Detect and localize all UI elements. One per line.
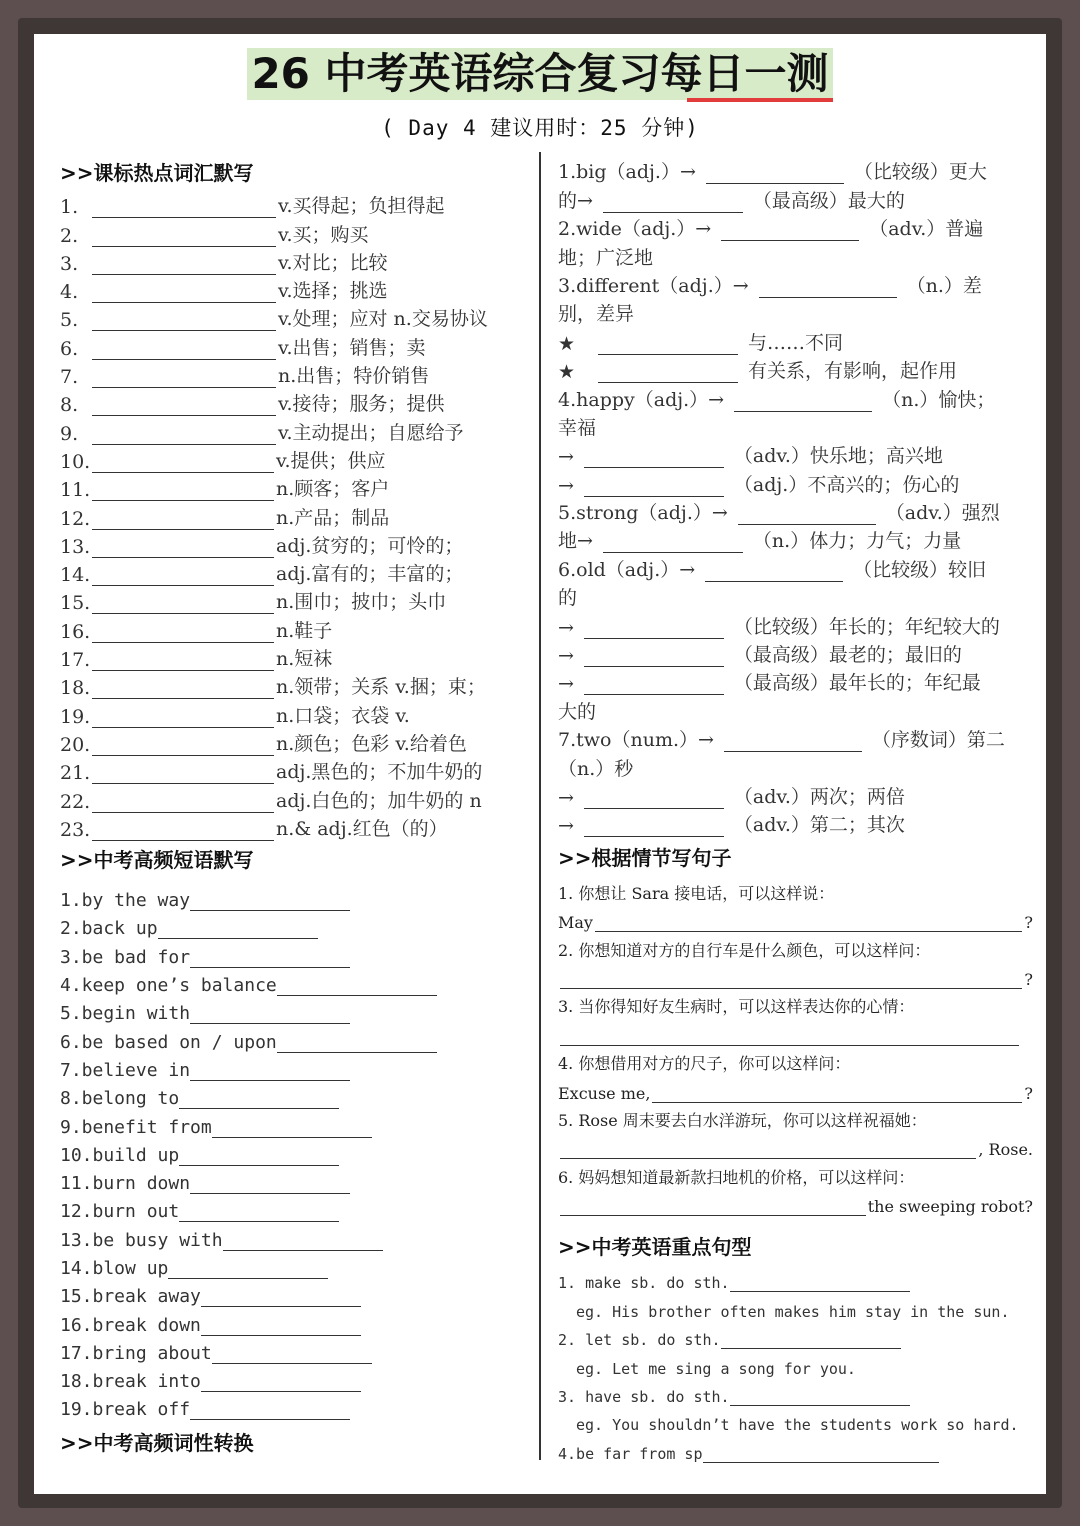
wordform-item [558,440,1033,468]
phrases-header: >>中考高频短语默写 [60,847,254,872]
wordform-prompt: 2.wide（adj.）→ [558,218,712,241]
wordform-answer-blank[interactable] [584,478,724,497]
phrase-text: 17.bring about [60,1342,212,1364]
wordform-prompt: → [558,815,574,838]
wordform-meaning: （最高级）最大的 [752,189,905,212]
phrase-item [60,939,530,967]
wordform-answer-blank[interactable] [603,194,743,213]
sentence-answer-blank[interactable] [595,913,1022,932]
wordform-meaning: （adv.）两次；两倍 [733,785,905,808]
answer-prefix: Excuse me, [558,1083,651,1103]
wordform-item [558,497,1033,525]
wordform-prompt: 别，差异 [558,303,635,326]
vocab-item [60,699,530,727]
vocab-answer-blank[interactable] [92,397,276,416]
item-number: 15. [60,592,91,615]
phrase-text: 2.back up [60,918,158,940]
phrase-answer-blank[interactable] [277,977,437,996]
pattern-example: eg. His brother often makes him stay in the sun. [576,1302,1010,1321]
vocab-item [60,247,530,275]
wordform-prompt: ★ [558,361,576,384]
situational-question: 2. 你想知道对方的自行车是什么颜色，可以这样问： [558,940,931,960]
vocab-item [60,784,530,812]
vocab-meaning: n.短袜 [276,648,333,671]
wordform-prompt: 地→ [558,530,593,553]
vocab-item [60,586,530,614]
item-number: 16. [60,620,91,643]
vocab-answer-blank[interactable] [92,624,274,643]
item-number: 12. [60,507,91,530]
vocab-answer-blank[interactable] [92,652,274,671]
wordform-meaning: （n.）愉快； [882,388,996,411]
wordform-answer-blank[interactable] [734,393,872,412]
vocab-item [60,671,530,699]
vocab-meaning: adj.贫穷的；可怜的； [276,534,464,557]
wordform-prompt: → [558,474,574,497]
vocab-item [60,473,530,501]
item-number: 2. [60,224,79,247]
sentence-answer-blank[interactable] [560,1140,976,1159]
vocab-answer-blank[interactable] [92,822,274,841]
phrase-text: 19.break off [60,1399,191,1421]
wordform-prompt: 地；广泛地 [558,246,654,269]
wordform-item [558,383,1033,411]
phrase-item [60,1109,530,1137]
phrase-item [60,1251,530,1279]
wordform-answer-blank[interactable] [584,790,724,809]
phrase-text: 13.be busy with [60,1229,223,1251]
page-title-text: 26 中考英语综合复习每日一测 [251,49,829,98]
vocab-meaning: n.顾客；客户 [276,478,390,501]
wordform-item [558,582,1033,610]
vocab-answer-blank[interactable] [92,284,276,303]
vocab-item [60,643,530,671]
wordform-answer-blank[interactable] [724,733,862,752]
item-number: 20. [60,733,91,756]
vocab-item [60,388,530,416]
wordform-item [558,156,1033,184]
vocab-meaning: v.处理；应对 n.交易协议 [278,308,488,331]
vocab-item [60,218,530,246]
vocab-item [60,756,530,784]
vocab-answer-blank[interactable] [92,199,276,218]
wordform-prompt: 大的 [558,700,597,723]
wordform-prompt: → [558,446,574,469]
phrase-item [60,911,530,939]
phrase-text: 1.by the way [60,890,191,912]
vocab-answer-blank[interactable] [92,794,274,813]
wordform-prompt: 的 [558,587,578,610]
phrase-answer-blank[interactable] [190,1062,350,1081]
item-number: 4. [60,281,79,304]
vocab-answer-blank[interactable] [92,454,274,473]
phrase-item [60,1222,530,1250]
vocab-answer-blank[interactable] [92,680,274,699]
left-column [60,156,530,1460]
item-number: 10. [60,450,91,473]
phrase-answer-blank[interactable] [158,920,318,939]
phrase-text: 14.blow up [60,1257,169,1279]
sentence-answer-blank[interactable] [560,970,1022,989]
sentence-answer-blank[interactable] [560,1197,866,1216]
vocab-meaning: n.& adj.红色（的） [276,817,448,840]
phrase-item [60,1138,530,1166]
wordform-prompt: 幸福 [558,416,597,439]
wordform-item [558,553,1033,581]
wordform-meaning: （最高级）最老的；最旧的 [733,644,962,667]
pattern-item [558,1378,1033,1406]
phrase-text: 5.begin with [60,1003,191,1025]
wordform-prompt: 4.happy（adj.）→ [558,388,725,411]
phrase-text: 12.burn out [60,1201,180,1223]
wordform-item [558,724,1033,752]
wordform-meaning: （比较级）年长的；年纪较大的 [733,615,1000,638]
item-number: 5. [60,309,79,332]
wordform-prompt: → [558,616,574,639]
phrase-item [60,1166,530,1194]
phrase-item [60,883,530,911]
answer-prefix: May [558,913,593,933]
wordform-prompt: 6.old（adj.）→ [558,558,696,581]
vocab-meaning: n.围巾；披巾；头巾 [276,591,447,614]
vocab-meaning: n.口袋；衣袋 v. [276,704,410,727]
wordform-item [558,355,1033,383]
vocab-item [60,558,530,586]
wordform-item [558,412,1033,440]
vocab-item [60,331,530,359]
pattern-item [558,1264,1033,1292]
vocab-item [60,190,530,218]
phrase-answer-blank[interactable] [190,1005,350,1024]
vocab-answer-blank[interactable] [92,369,276,388]
item-number: 19. [60,705,91,728]
worksheet-page [34,34,1046,1494]
wordform-list [558,156,1033,837]
title-red-underline [687,98,832,102]
vocab-meaning: v.提供；供应 [276,449,386,472]
wordform-prompt: 的→ [558,189,593,212]
wordform-meaning: （n.）差 [906,274,982,297]
item-number: 23. [60,818,91,841]
wordform-meaning: （adv.）强烈 [885,502,1000,525]
vocab-meaning: n.鞋子 [276,619,333,642]
phrase-answer-blank[interactable] [168,1260,328,1279]
situational-answer-line [558,904,1033,932]
phrase-answer-blank[interactable] [190,892,350,911]
wordform-meaning: 有关系，有影响，起作用 [748,360,958,383]
item-number: 14. [60,564,91,587]
vocab-answer-blank[interactable] [92,539,274,558]
vocab-meaning: adj.黑色的；不加牛奶的 [276,761,483,784]
wordform-answer-blank[interactable] [738,506,876,525]
vocab-answer-blank[interactable] [92,228,276,247]
phrase-item [60,1307,530,1335]
column-divider [539,152,541,1460]
wordform-answer-blank[interactable] [584,648,724,667]
phrase-item [60,1392,530,1420]
pattern-text: 3. have sb. do sth. [558,1388,730,1407]
vocab-meaning: v.选择；挑选 [278,280,388,303]
wordform-prompt: （n.）秒 [558,757,634,780]
situational-answer-line [558,1188,1033,1216]
wordform-meaning: （比较级）更大 [853,161,987,184]
vocab-meaning: n.产品；制品 [276,506,390,529]
phrase-item [60,1053,530,1081]
item-number: 6. [60,337,79,360]
vocab-list [60,190,530,841]
wordform-answer-blank[interactable] [584,818,724,837]
situational-answer-line [558,961,1033,989]
phrase-text: 3.be bad for [60,946,191,968]
item-number: 22. [60,790,91,813]
sentence-answer-blank[interactable] [652,1084,1022,1103]
vocab-answer-blank[interactable] [92,765,274,784]
vocab-meaning: adj.富有的；丰富的； [276,563,464,586]
vocab-item [60,275,530,303]
wordform-answer-blank[interactable] [584,449,724,468]
phrase-answer-blank[interactable] [190,1175,350,1194]
vocab-meaning: v.买；购买 [278,223,369,246]
answer-suffix: ? [1024,969,1033,989]
pattern-text: 2. let sb. do sth. [558,1331,721,1350]
wordform-meaning: （adv.）快乐地；高兴地 [733,445,943,468]
item-number: 11. [60,479,91,502]
situational-header: >>根据情节写句子 [558,846,732,871]
phrase-text: 4.keep one’s balance [60,975,277,997]
phrase-text: 8.belong to [60,1088,180,1110]
wordform-prompt: 1.big（adj.）→ [558,161,696,184]
phrase-item [60,1024,530,1052]
item-number: 13. [60,535,91,558]
vocab-answer-blank[interactable] [92,595,274,614]
vocab-header: >>课标热点词汇默写 [60,161,254,185]
sentence-answer-blank[interactable] [560,1027,1019,1046]
wordform-item [558,639,1033,667]
vocab-meaning: n.出售；特价销售 [278,365,430,388]
phrase-answer-blank[interactable] [201,1373,361,1392]
situational-answer-line [558,1074,1033,1102]
pattern-text: 1. make sb. do sth. [558,1274,730,1293]
vocab-answer-blank[interactable] [92,426,276,445]
phrase-text: 18.break into [60,1371,201,1393]
phrase-item [60,1081,530,1109]
phrase-answer-blank[interactable] [212,1345,372,1364]
vocab-answer-blank[interactable] [92,256,276,275]
wordform-meaning: （比较级）较旧 [853,558,987,581]
vocab-answer-blank[interactable] [92,511,274,530]
pattern-text: 4.be far from sp [558,1444,703,1463]
answer-suffix: the sweeping robot? [867,1197,1033,1217]
wordform-meaning: （n.）体力；力气；力量 [752,530,962,553]
wordform-item [558,326,1033,354]
vocab-item [60,530,530,558]
wordform-item [558,752,1033,780]
vocab-answer-blank[interactable] [92,709,274,728]
wordform-meaning: （adj.）不高兴的；伤心的 [733,473,960,496]
pattern-answer-blank[interactable] [730,1273,910,1292]
situational-question: 1. 你想让 Sara 接电话，可以这样说： [558,883,835,903]
phrase-answer-blank[interactable] [277,1034,437,1053]
phrase-answer-blank[interactable] [223,1232,383,1251]
vocab-meaning: v.接待；服务；提供 [278,393,445,416]
situational-question: 6. 妈妈想知道最新款扫地机的价格，可以这样问： [558,1167,915,1187]
wordform-answer-blank[interactable] [705,563,843,582]
wordform-answer-blank[interactable] [598,336,738,355]
vocab-meaning: v.买得起；负担得起 [278,195,445,218]
phrase-text: 6.be based on / upon [60,1031,277,1053]
wordform-prompt: 7.two（num.）→ [558,729,714,752]
phrase-list [60,883,530,1421]
situational-question: 4. 你想借用对方的尺子，你可以这样问： [558,1054,851,1074]
phrase-item [60,1279,530,1307]
item-number: 18. [60,677,91,700]
page-title [247,48,832,100]
wordform-answer-blank[interactable] [759,279,897,298]
wordform-prompt: ★ [558,332,576,355]
item-number: 3. [60,252,79,275]
phrase-item [60,1364,530,1392]
wordform-prompt: → [558,673,574,696]
answer-suffix: ? [1024,913,1033,933]
pattern-answer-blank[interactable] [703,1444,939,1463]
vocab-item [60,416,530,444]
situational-question: 3. 当你得知好友生病时，可以这样表达你的心情： [558,997,915,1017]
phrase-answer-blank[interactable] [179,1203,339,1222]
phrase-answer-blank[interactable] [190,1401,350,1420]
item-number: 21. [60,762,91,785]
vocab-answer-blank[interactable] [92,341,276,360]
vocab-answer-blank[interactable] [92,737,274,756]
vocab-item [60,303,530,331]
situational-list [558,875,1033,1216]
situational-question: 5. Rose 周末要去白水洋游玩，你可以这样祝福她： [558,1110,927,1130]
vocab-meaning: n.颜色；色彩 v.给着色 [276,732,467,755]
vocab-item [60,501,530,529]
wordform-header: >>中考高频词性转换 [60,1431,254,1456]
vocab-item [60,728,530,756]
phrase-answer-blank[interactable] [201,1288,361,1307]
answer-suffix: ? [1024,1083,1033,1103]
wordform-prompt: 5.strong（adj.）→ [558,502,728,525]
vocab-meaning: v.主动提出；自愿给予 [278,421,464,444]
vocab-item [60,614,530,642]
wordform-meaning: （adv.）普遍 [869,218,984,241]
wordform-meaning: （序数词）第二 [871,729,1005,752]
wordform-answer-blank[interactable] [584,620,724,639]
vocab-item [60,813,530,841]
pattern-item [558,1321,1033,1349]
vocab-meaning: v.出售；销售；卖 [278,336,426,359]
phrase-item [60,1336,530,1364]
vocab-item [60,445,530,473]
wordform-prompt: → [558,786,574,809]
key-patterns-list [558,1264,1033,1463]
wordform-item [558,468,1033,496]
key-patterns-header: >>中考英语重点句型 [558,1235,752,1260]
item-number: 8. [60,394,79,417]
wordform-item [558,695,1033,723]
wordform-item [558,184,1033,212]
pattern-answer-blank[interactable] [730,1387,910,1406]
vocab-meaning: adj.白色的；加牛奶的 n [276,789,482,812]
wordform-meaning: 与……不同 [748,331,844,354]
pattern-example: eg. Let me sing a song for you. [576,1359,856,1378]
wordform-item [558,809,1033,837]
wordform-item [558,241,1033,269]
phrase-item [60,968,530,996]
phrase-answer-blank[interactable] [179,1147,339,1166]
wordform-item [558,525,1033,553]
wordform-answer-blank[interactable] [603,534,743,553]
wordform-item [558,298,1033,326]
wordform-answer-blank[interactable] [706,165,844,184]
phrase-text: 9.benefit from [60,1116,212,1138]
pattern-item [558,1434,1033,1462]
wordform-answer-blank[interactable] [721,222,859,241]
wordform-meaning: （最高级）最年长的；年纪最 [733,672,981,695]
phrase-text: 7.believe in [60,1059,191,1081]
wordform-prompt: 3.different（adj.）→ [558,274,749,297]
phrase-item [60,1194,530,1222]
phrase-answer-blank[interactable] [212,1119,372,1138]
wordform-item [558,610,1033,638]
pattern-example: eg. You shouldn’t have the students work so hard. [576,1416,1019,1435]
wordform-item [558,781,1033,809]
wordform-item [558,213,1033,241]
phrase-item [60,996,530,1024]
wordform-item [558,667,1033,695]
item-number: 1. [60,196,79,219]
phrase-text: 11.burn down [60,1173,191,1195]
wordform-answer-blank[interactable] [598,364,738,383]
phrase-text: 16.break down [60,1314,201,1336]
pattern-answer-blank[interactable] [721,1330,901,1349]
vocab-answer-blank[interactable] [92,312,276,331]
right-column [558,156,1033,1463]
wordform-item [558,270,1033,298]
phrase-text: 15.break away [60,1286,201,1308]
item-number: 17. [60,649,91,672]
vocab-item [60,360,530,388]
wordform-meaning: （adv.）第二；其次 [733,814,905,837]
phrase-text: 10.build up [60,1144,180,1166]
wordform-prompt: → [558,645,574,668]
answer-suffix: , Rose. [978,1140,1033,1160]
page-subtitle: ( Day 4 建议用时：25 分钟) [381,116,699,140]
situational-answer-line [558,1131,1033,1159]
phrase-answer-blank[interactable] [190,949,350,968]
wordform-answer-blank[interactable] [584,676,724,695]
situational-answer-line [558,1017,1033,1045]
vocab-answer-blank[interactable] [92,567,274,586]
vocab-answer-blank[interactable] [92,482,274,501]
phrase-answer-blank[interactable] [179,1090,339,1109]
phrase-answer-blank[interactable] [201,1317,361,1336]
item-number: 7. [60,366,79,389]
vocab-meaning: v.对比；比较 [278,251,388,274]
item-number: 9. [60,422,79,445]
vocab-meaning: n.领带；关系 v.捆；束； [276,676,486,699]
